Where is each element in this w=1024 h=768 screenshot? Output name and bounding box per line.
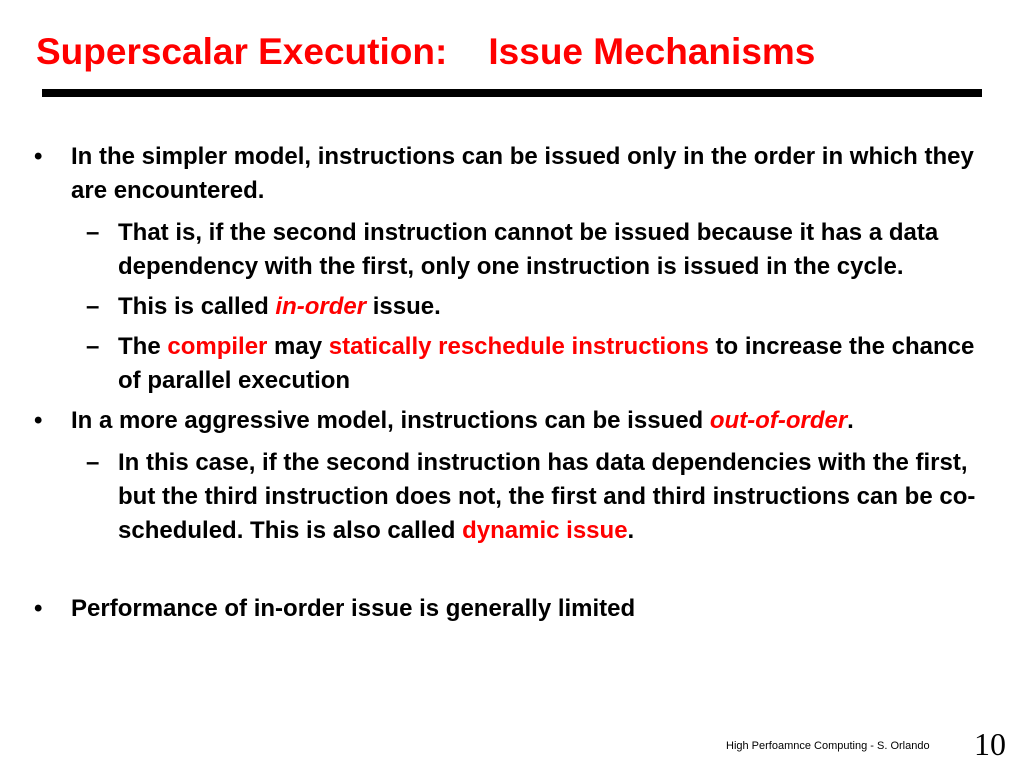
- slide-title: Superscalar Execution: Issue Mechanisms: [36, 31, 816, 72]
- bullet-mark: •: [34, 143, 43, 170]
- sub-bullet-in-order: [0, 290, 978, 324]
- sub-bullet-compiler: [0, 330, 978, 398]
- bullet-simpler-model: [0, 140, 996, 208]
- sub-bullet-text: That is, if the second instruction cannot be issued because it has a data dependency with the first, only one instruction is issued in the cycle.: [118, 219, 939, 280]
- term-compiler: compiler: [167, 333, 268, 360]
- term-dynamic-issue: dynamic issue: [462, 517, 628, 544]
- sub-bullet-mark: –: [86, 449, 100, 476]
- bullet-text-pre: In a more aggressive model, instructions can be issued: [71, 407, 710, 434]
- bullet-text-post: .: [847, 407, 854, 434]
- bullet-text: In the simpler model, instructions can be issued only in the order in which they are encountered.: [71, 143, 974, 204]
- spacer: [0, 554, 1024, 592]
- sub-bullet-text-post: .: [627, 517, 635, 544]
- sub-bullet-data-dependency: [0, 216, 978, 284]
- term-static-reschedule: statically reschedule instructions: [328, 333, 709, 360]
- sub-bullet-mark: –: [86, 219, 100, 246]
- sub-bullet-text-post: to increase the chance of parallel execution: [118, 333, 975, 394]
- footer-credit: High Perfoamnce Computing - S. Orlando: [726, 740, 930, 752]
- bullet-text: Performance of in-order issue is generally limited: [71, 595, 636, 622]
- sub-bullet-dynamic-issue: [0, 446, 978, 548]
- page-number: 10: [974, 726, 1006, 762]
- title-rule: [42, 89, 982, 97]
- slide-content: [0, 140, 1024, 634]
- bullet-mark: •: [34, 407, 43, 434]
- term-in-order: in-order: [275, 293, 367, 320]
- sub-bullet-text-pre: In this case, if the second instruction has data dependencies with the first, but the third instruction does not, the first and third instructions can be co-scheduled. This is also called: [118, 449, 976, 544]
- sub-bullet-mark: –: [86, 333, 100, 360]
- sub-bullet-mark: –: [86, 293, 100, 320]
- sub-bullet-text-pre: The: [118, 333, 168, 360]
- sub-bullet-text-post: issue.: [366, 293, 441, 320]
- bullet-performance: [0, 592, 996, 626]
- bullet-aggressive-model: [0, 404, 996, 438]
- sub-bullet-text-pre: This is called: [118, 293, 276, 320]
- term-out-of-order: out-of-order: [709, 407, 848, 434]
- bullet-mark: •: [34, 595, 43, 622]
- sub-bullet-text-mid: may: [267, 333, 329, 360]
